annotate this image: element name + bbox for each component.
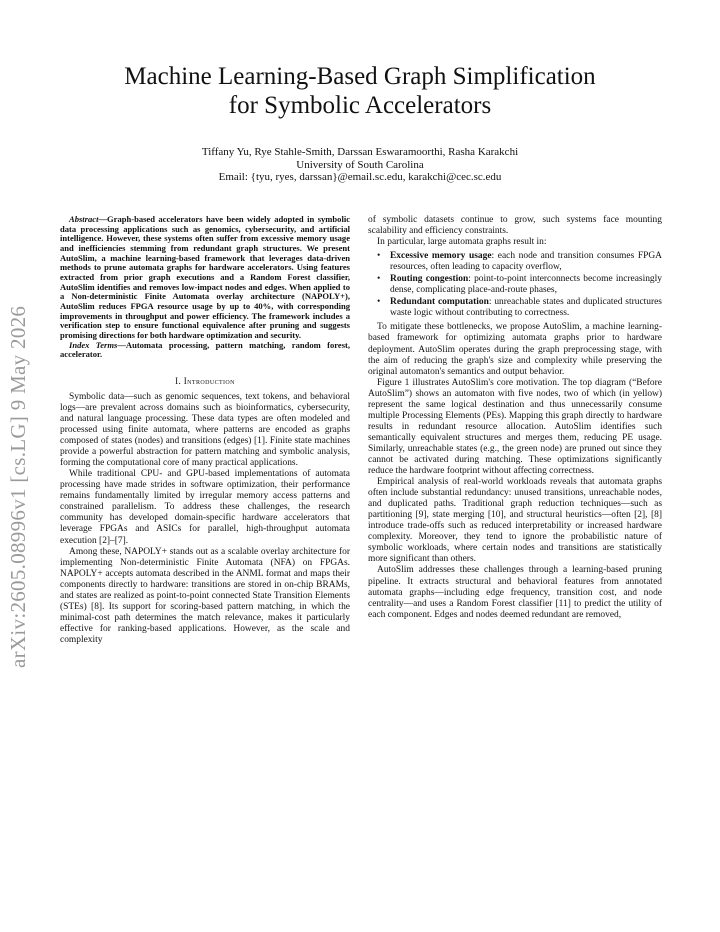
paragraph: Figure 1 illustrates AutoSlim's core motivation. The top diagram (“Before AutoSlim”) shows an automaton with five nodes, two of which (in yellow) represent the same logical destination and thus unnecessarily consume multiple Processing Elements (PEs). Mapping this graph directly to hardware results in redundant resource allocation. AutoSlim identifies such semantically equivalent structures and merges them, reducing PE usage. Similarly, unreachable states (e.g., the green node) are pruned out since they cannot be activated during matching. These optimizations significantly reduce the hardware footprint without affecting correctness.: [368, 377, 662, 477]
bullet-term: Routing congestion: [390, 274, 469, 285]
arxiv-watermark: arXiv:2605.08996v1 [cs.LG] 9 May 2026: [6, 305, 30, 668]
paragraph-continuation: of symbolic datasets continue to grow, such systems face mounting scalability and efficiency constraints.: [368, 215, 662, 237]
bullet-term: Redundant computation: [390, 297, 489, 308]
paragraph: Symbolic data—such as genomic sequences, text tokens, and behavioral logs—are prevalent across domains such as bioinformatics, cybersecurity, and natural language processing. These data types are often modeled and processed using finite automata, where patterns are encoded as graphs composed of states (nodes) and transitions (edges) [1]. Finite state machines provide a powerful abstraction for pattern matching and symbolic analysis, forming the computational core of many practical applications.: [60, 391, 350, 469]
list-item: [390, 274, 662, 296]
list-intro: In particular, large automata graphs result in:: [377, 237, 547, 248]
left-column: [60, 215, 350, 646]
bullet-term: Excessive memory usage: [390, 251, 492, 262]
paragraph: To mitigate these bottlenecks, we propose AutoSlim, a machine learning-based framework for optimizing automata graphs prior to hardware deployment. AutoSlim operates during the graph preprocessing stage, with the aim of reducing the graph's size and complexity while preserving the original automaton's semantics and output behavior.: [368, 322, 662, 377]
title-line-2: for Symbolic Accelerators: [228, 92, 492, 119]
affiliation: University of South Carolina: [296, 158, 424, 171]
email-line: Email: {tyu, ryes, darssan}@email.sc.edu, karakchi@cec.sc.edu: [218, 171, 502, 183]
index-terms: [60, 341, 350, 360]
paper-title: [60, 62, 660, 120]
list-item: [390, 251, 662, 273]
bullet-list: [368, 251, 662, 319]
right-column: [368, 215, 662, 621]
paragraph: While traditional CPU- and GPU-based implementations of automata processing have made strides in software optimization, their performance remains fundamentally limited by irregular memory access patterns and constrained parallelism. To address these challenges, the research community has developed domain-specific hardware accelerators that leverage FPGAs and ASICs for parallel, high-throughput automata execution [2]–[7].: [60, 469, 350, 546]
abstract-text: —Graph-based accelerators have been widely adopted in symbolic data processing applications such as genomics, cybersecurity, and artificial intelligence. However, these systems often suffer from excessive memory usage and inefficiencies stemming from redundant graph structures. We present AutoSlim, a machine learning-based framework that leverages data-driven methods to prune automata graphs for hardware accelerators. Using features extracted from prior graph executions and a Random Forest classifier, AutoSlim identifies and removes low-impact nodes and edges. When applied to a Non-deterministic Finite Automata overlay architecture (NAPOLY+), AutoSlim reduces FPGA resource usage by up to 40%, with corresponding improvements in throughput and power efficiency. The framework includes a verification step to ensure functional equivalence after pruning and suggests promising directions for both hardware optimization and security.: [60, 214, 350, 340]
title-line-1: Machine Learning-Based Graph Simplification: [124, 63, 596, 90]
abstract-label: Abstract: [69, 214, 99, 224]
paragraph: AutoSlim addresses these challenges through a learning-based pruning pipeline. It extracts structural and behavioral features from annotated automata graphs—including edge frequency, transition cost, and node centrality—and uses a Random Forest classifier [11] to predict the utility of each component. Edges and nodes deemed redundant are removed,: [368, 565, 662, 620]
bullet-text: : unreachable states and duplicated structures waste logic without contributing to correctness.: [390, 297, 662, 319]
bullet-text: : each node and transition consumes FPGA resources, often leading to capacity overflow,: [390, 251, 662, 273]
author-block: [60, 146, 660, 184]
index-terms-text: —Automata processing, pattern matching, random forest, accelerator.: [60, 339, 350, 360]
abstract: [60, 215, 350, 341]
author-names: Tiffany Yu, Rye Stahle-Smith, Darssan Eswaramoorthi, Rasha Karakchi: [201, 146, 519, 158]
paragraph: Among these, NAPOLY+ stands out as a scalable overlay architecture for implementing Non-deterministic Finite Automata (NFA) on FPGAs. NAPOLY+ accepts automata described in the ANML format and maps their components directly to hardware: transitions are stored in on-chip BRAMs, and states are realized as point-to-point connected State Transition Elements (STEs) [8]. Its support for scoring-based pattern matching, in which the minimal-cost path determines the match relevance, makes it particularly effective for ranking-based applications. However, as the scale and complexity: [60, 546, 350, 645]
list-item: [390, 297, 662, 319]
index-terms-label: Index Terms: [69, 339, 118, 350]
bullet-text: : point-to-point interconnects become increasingly dense, complicating place-and-route phases,: [390, 274, 662, 296]
section-heading-introduction: I. Introduction: [175, 375, 235, 386]
paragraph: Empirical analysis of real-world workloads reveals that automata graphs often include substantial redundancy: unused transitions, unreachable nodes, and duplicated paths. Traditional graph reduction techniques—such as partitioning [9], state merging [10], and structural heuristics—often [2], [8] introduce trade-offs such as reduced interpretability or increased hardware complexity. Moreover, they tend to ignore the probabilistic nature of symbolic workloads, where certain nodes and transitions are statistically more significant than others.: [368, 477, 662, 565]
